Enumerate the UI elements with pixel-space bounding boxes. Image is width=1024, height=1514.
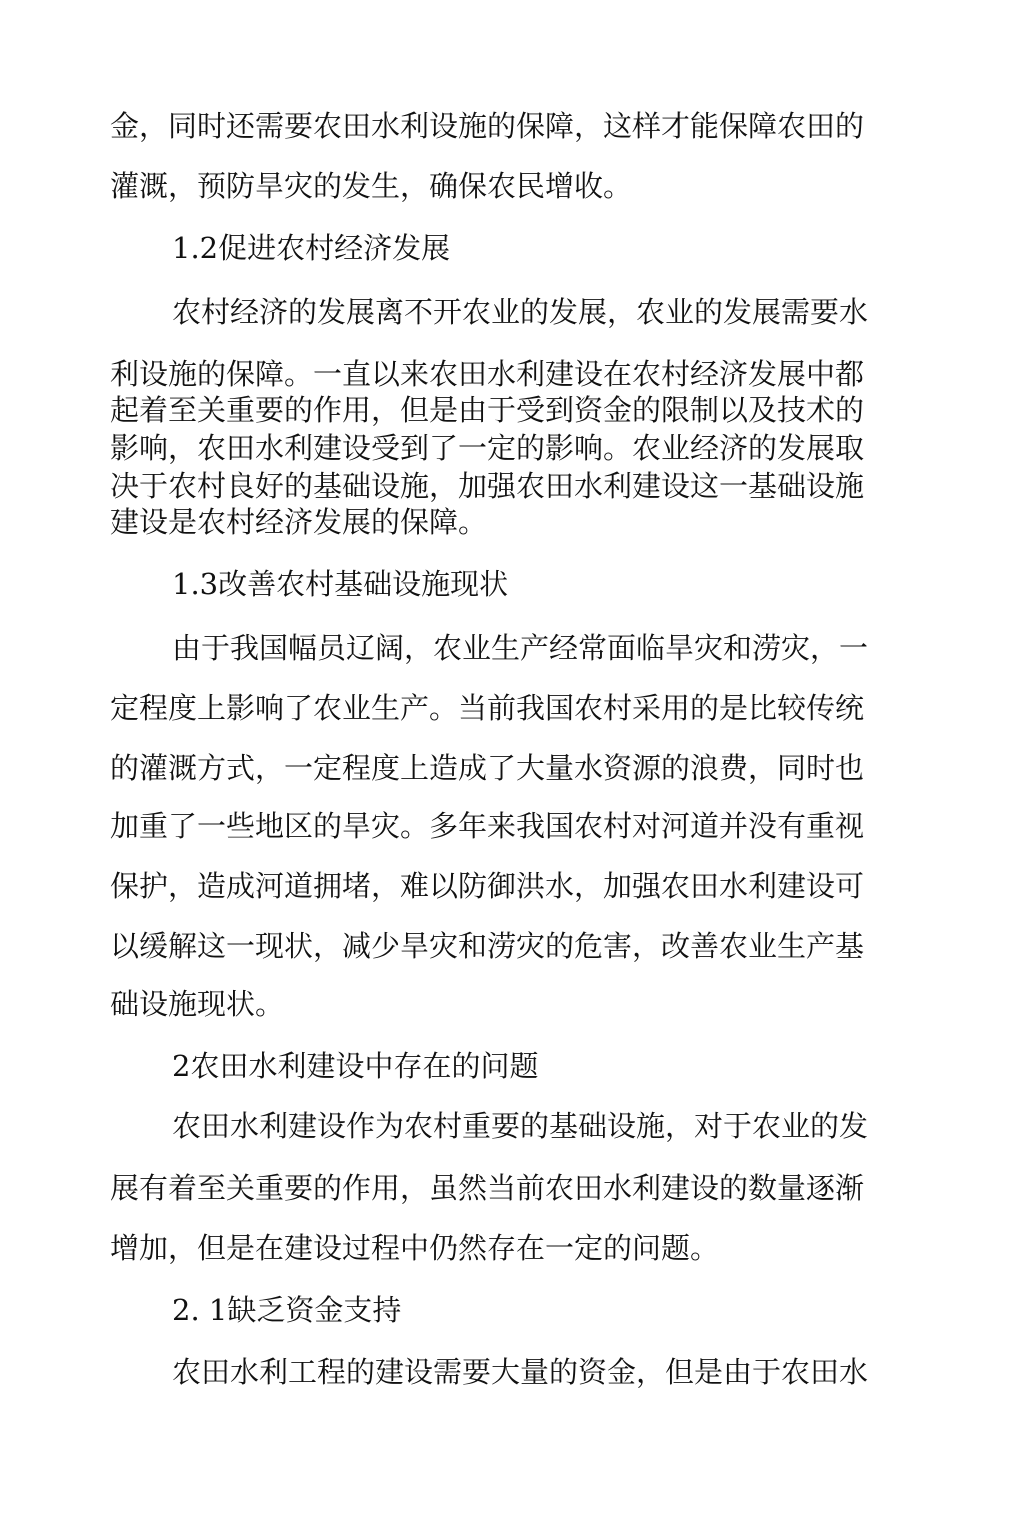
paragraph-start-line: 农村经济的发展离不开农业的发展，农业的发展需要水 xyxy=(172,295,869,329)
body-text-line: 加重了一些地区的旱灾。多年来我国农村对河道并没有重视 xyxy=(110,809,865,843)
body-text-line: 定程度上影响了农业生产。当前我国农村采用的是比较传统 xyxy=(110,691,865,725)
body-text-line: 决于农村良好的基础设施，加强农田水利建设这一基础设施 xyxy=(110,469,865,503)
body-text-line: 建设是农村经济发展的保障。 xyxy=(110,505,488,539)
paragraph-start-line: 农田水利建设作为农村重要的基础设施，对于农业的发 xyxy=(172,1109,869,1143)
body-text-line: 的灌溉方式，一定程度上造成了大量水资源的浪费，同时也 xyxy=(110,751,865,785)
paragraph-start-line: 由于我国幅员辽阔，农业生产经常面临旱灾和涝灾，一 xyxy=(172,631,869,665)
body-text-line: 利设施的保障。一直以来农田水利建设在农村经济发展中都 xyxy=(110,357,865,391)
body-text-line: 金，同时还需要农田水利设施的保障，这样才能保障农田的 xyxy=(110,109,865,143)
body-text-line: 影响，农田水利建设受到了一定的影响。农业经济的发展取 xyxy=(110,431,865,465)
section-heading-2-1: 2. 1缺乏资金支持 xyxy=(172,1293,402,1327)
body-text-line: 展有着至关重要的作用，虽然当前农田水利建设的数量逐渐 xyxy=(110,1171,865,1205)
paragraph-start-line: 农田水利工程的建设需要大量的资金，但是由于农田水 xyxy=(172,1355,869,1389)
body-text-line: 以缓解这一现状，减少旱灾和涝灾的危害，改善农业生产基 xyxy=(110,929,865,963)
body-text-line: 灌溉，预防旱灾的发生，确保农民增收。 xyxy=(110,169,633,203)
section-heading-1-2: 1.2促进农村经济发展 xyxy=(172,231,451,265)
section-heading-1-3: 1.3改善农村基础设施现状 xyxy=(172,567,509,601)
body-text-line: 起着至关重要的作用，但是由于受到资金的限制以及技术的 xyxy=(110,393,865,427)
body-text-line: 保护，造成河道拥堵，难以防御洪水，加强农田水利建设可 xyxy=(110,869,865,903)
body-text-line: 础设施现状。 xyxy=(110,987,285,1021)
section-heading-2: 2农田水利建设中存在的问题 xyxy=(172,1049,539,1083)
body-text-line: 增加，但是在建设过程中仍然存在一定的问题。 xyxy=(110,1231,720,1265)
